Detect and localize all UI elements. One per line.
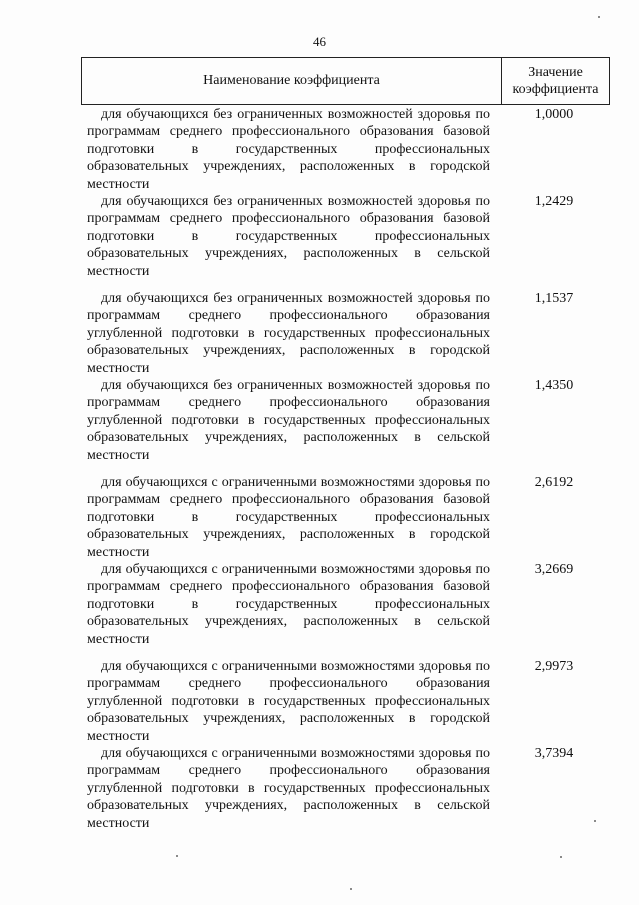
coefficient-name: для обучающихся с ограниченными возможностями здоровья по программам среднего профессионального образования базовой подготовки в государственных профессиональных образовательных учреждениях, расположенных в городской местности xyxy=(87,475,490,560)
coefficient-value: 2,6192 xyxy=(534,475,574,490)
coefficient-name: для обучающихся с ограниченными возможностями здоровья по программам среднего профессионального образования углубленной подготовки в государственных профессиональных образовательных учреждениях, расположенных в сельской местности xyxy=(87,746,490,831)
coefficient-value: 2,9973 xyxy=(534,659,574,674)
coefficient-value: 1,1537 xyxy=(534,291,574,306)
table-row xyxy=(87,377,607,464)
header-coefficient-value: Значение коэффициента xyxy=(512,65,599,97)
coefficient-name: для обучающихся без ограниченных возможностей здоровья по программам среднего профессионального образования базовой подготовки в государственных профессиональных образовательных учреждениях, расположенных в городской местности xyxy=(87,107,490,192)
scan-speck xyxy=(594,820,596,822)
coefficient-value: 1,2429 xyxy=(534,194,574,209)
table-row xyxy=(87,745,607,832)
coefficient-name: для обучающихся без ограниченных возможностей здоровья по программам среднего профессионального образования углубленной подготовки в государственных профессиональных образовательных учреждениях, расположенных в городской местности xyxy=(87,291,490,376)
page-number: 46 xyxy=(313,34,326,49)
table-row xyxy=(87,658,607,745)
coefficient-value: 3,7394 xyxy=(534,746,574,761)
coefficient-value: 1,4350 xyxy=(534,378,574,393)
scan-speck xyxy=(560,856,562,858)
table-row xyxy=(87,290,607,377)
header-coefficient-name: Наименование коэффициента xyxy=(82,58,502,104)
table-row xyxy=(87,193,607,280)
table-row xyxy=(87,474,607,561)
coefficient-name: для обучающихся с ограниченными возможностями здоровья по программам среднего профессионального образования углубленной подготовки в государственных профессиональных образовательных учреждениях, расположенных в городской местности xyxy=(87,659,490,744)
coefficient-value: 1,0000 xyxy=(534,107,574,122)
coefficient-name: для обучающихся без ограниченных возможностей здоровья по программам среднего профессионального образования углубленной подготовки в государственных профессиональных образовательных учреждениях, расположенных в сельской местности xyxy=(87,378,490,463)
scan-speck xyxy=(176,855,178,857)
scan-speck xyxy=(598,16,600,18)
table-header xyxy=(81,57,610,105)
table-row xyxy=(87,106,607,193)
coefficient-value: 3,2669 xyxy=(534,562,574,577)
coefficient-name: для обучающихся с ограниченными возможностями здоровья по программам среднего профессионального образования базовой подготовки в государственных профессиональных образовательных учреждениях, расположенных в сельской местности xyxy=(87,562,490,647)
table-row xyxy=(87,561,607,648)
scan-speck xyxy=(350,888,352,890)
coefficient-name: для обучающихся без ограниченных возможностей здоровья по программам среднего профессионального образования базовой подготовки в государственных профессиональных образовательных учреждениях, расположенных в сельской местности xyxy=(87,194,490,279)
